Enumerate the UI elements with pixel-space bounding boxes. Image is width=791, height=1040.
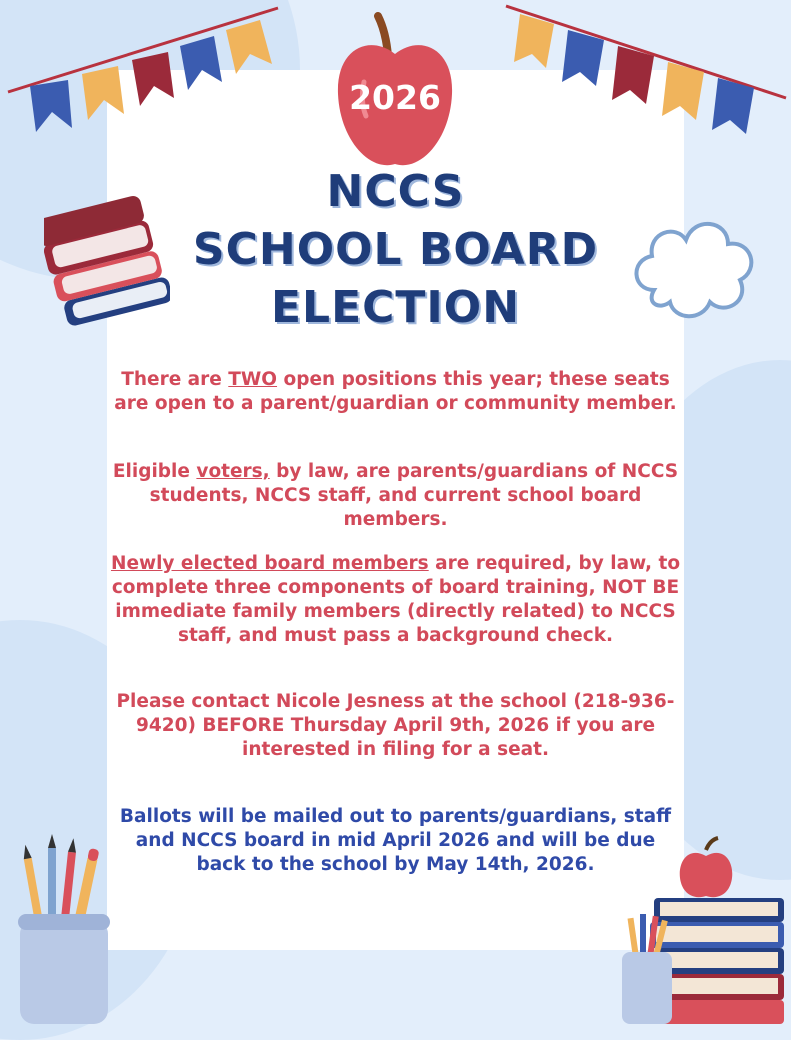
year-label: 2026 xyxy=(349,78,441,117)
paragraph-text: are required, by law, to complete three components of board training, NOT BE immediate family members (directly related) to NCCS staff, and must pass a background check. xyxy=(111,553,681,646)
paragraph-ballots: Ballots will be mailed out to parents/guardians, staff and NCCS board in mid April 2026 and will be due back to the school by May 14th, 2026. xyxy=(119,806,672,875)
paragraph-positions xyxy=(110,368,681,416)
pencil-cup-icon xyxy=(14,834,114,1024)
title-line-3: ELECTION xyxy=(270,282,521,333)
paragraph-requirements xyxy=(110,552,681,648)
emphasis-two: TWO xyxy=(228,369,278,390)
paragraph-voters xyxy=(110,460,681,532)
emphasis-newly-elected: Newly elected board members xyxy=(110,553,429,574)
book-stack-icon xyxy=(614,836,791,1024)
bunting-flags-icon xyxy=(500,0,791,140)
paragraph-contact: Please contact Nicole Jesness at the school (218-936-9420) BEFORE Thursday April 9th, 2026 if you are interested in filing for a seat. xyxy=(116,691,675,760)
bunting-flags-icon xyxy=(0,0,290,140)
title-line-2: SCHOOL BOARD xyxy=(192,224,599,275)
title-line-1: NCCS xyxy=(326,166,465,217)
emphasis-voters: voters, xyxy=(196,461,270,482)
paragraph-text: by law, are parents/guardians of NCCS students, NCCS staff, and current school board members. xyxy=(149,461,679,530)
paragraph-text: open positions this year; these seats are open to a parent/guardian or community member. xyxy=(114,369,677,414)
paragraph-text: There are xyxy=(121,369,229,390)
paragraph-text: Eligible xyxy=(112,461,197,482)
